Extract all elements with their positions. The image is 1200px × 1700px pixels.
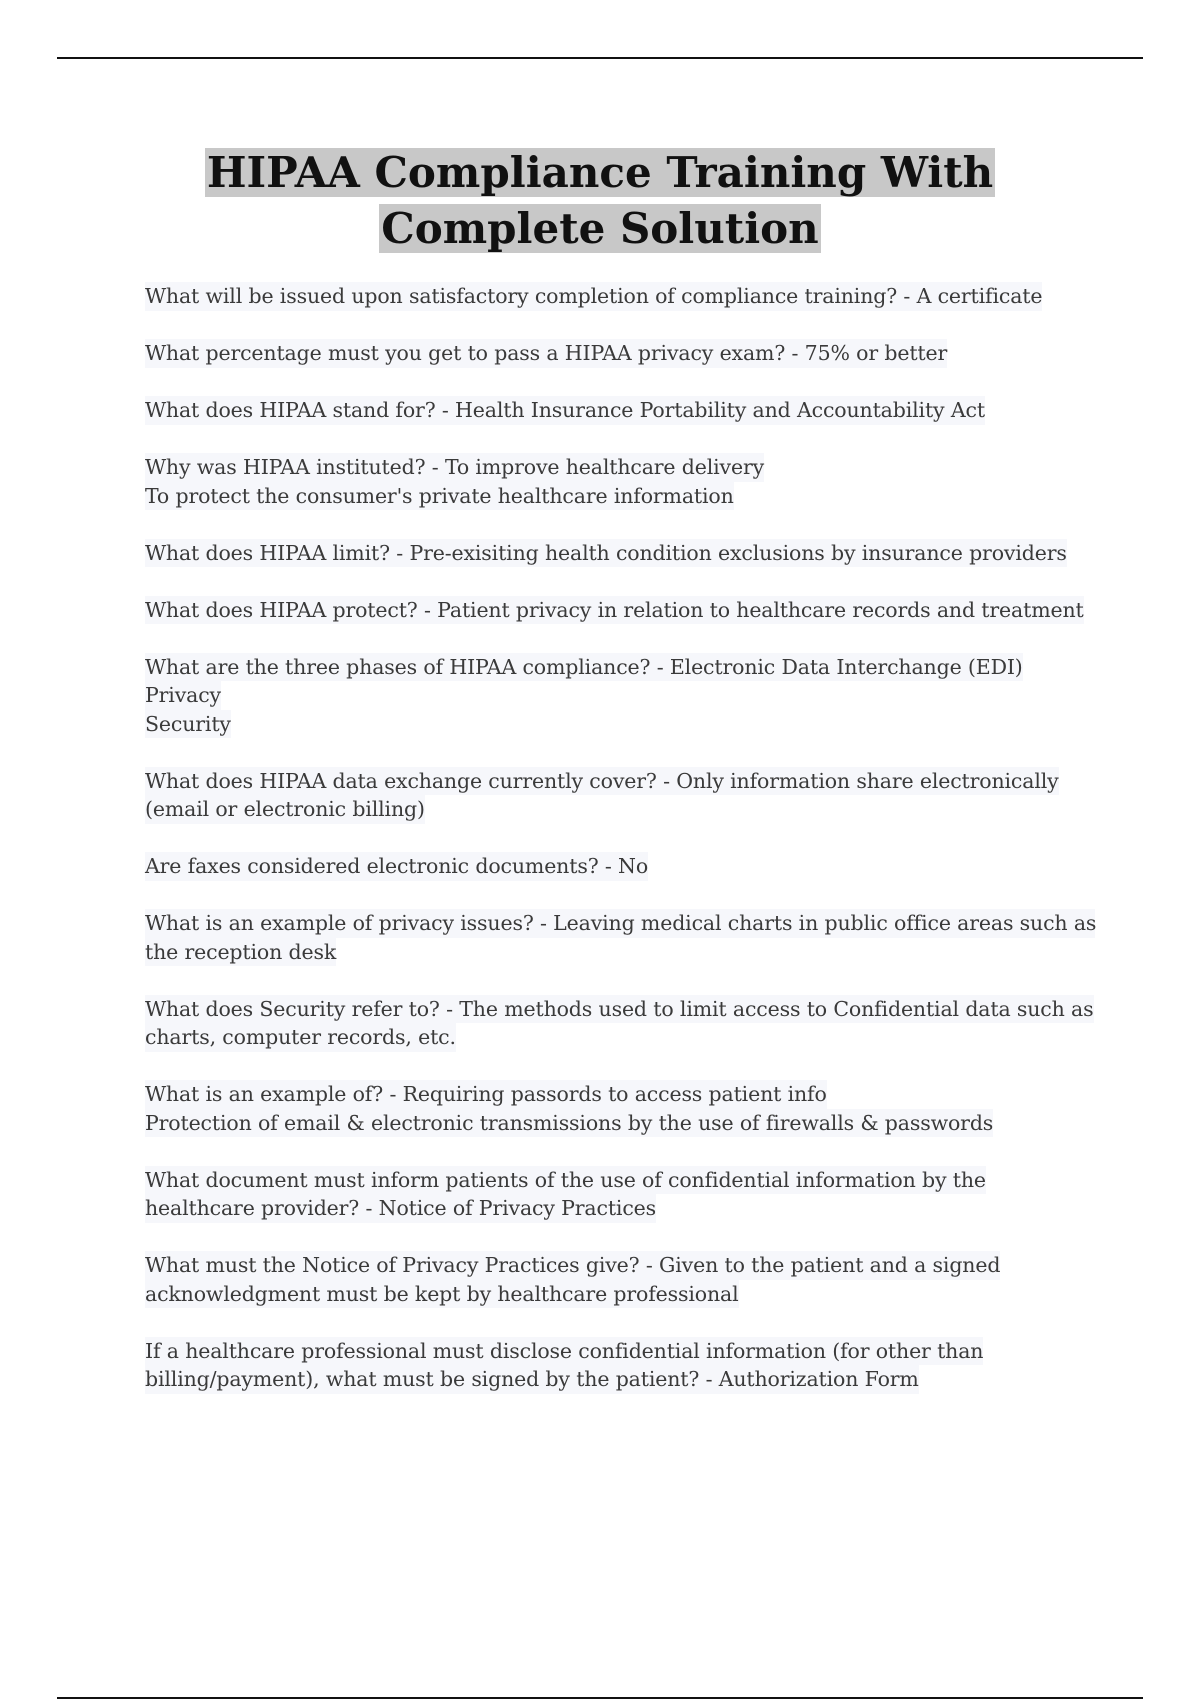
qa-line: Why was HIPAA instituted? - To improve healthcare delivery (145, 453, 764, 482)
qa-line: What document must inform patients of the use of confidential information by the (145, 1166, 986, 1195)
qa-line: Are faxes considered electronic documents? - No (145, 852, 648, 881)
qa-line: What are the three phases of HIPAA compliance? - Electronic Data Interchange (EDI) (145, 653, 1023, 682)
qa-item (145, 539, 1095, 568)
qa-line: acknowledgment must be kept by healthcare professional (145, 1280, 739, 1309)
qa-line: Protection of email & electronic transmissions by the use of firewalls & passwords (145, 1109, 993, 1138)
qa-line: the reception desk (145, 938, 336, 967)
qa-line: What does Security refer to? - The methods used to limit access to Confidential data such as (145, 995, 1094, 1024)
qa-line: billing/payment), what must be signed by the patient? - Authorization Form (145, 1365, 919, 1394)
qa-line: If a healthcare professional must disclose confidential information (for other than (145, 1337, 983, 1366)
qa-item (145, 282, 1095, 311)
qa-item (145, 453, 1095, 510)
qa-item (145, 852, 1095, 881)
qa-line: Privacy (145, 681, 221, 710)
qa-item (145, 396, 1095, 425)
qa-item (145, 596, 1095, 625)
qa-line: What is an example of? - Requiring passords to access patient info (145, 1080, 827, 1109)
qa-line: What does HIPAA limit? - Pre-exisiting health condition exclusions by insurance providers (145, 539, 1067, 568)
qa-item (145, 767, 1095, 824)
qa-line: charts, computer records, etc. (145, 1023, 456, 1052)
qa-line: What does HIPAA protect? - Patient privacy in relation to healthcare records and treatment (145, 596, 1084, 625)
qa-line: What must the Notice of Privacy Practices give? - Given to the patient and a signed (145, 1251, 1000, 1280)
qa-line: What does HIPAA data exchange currently cover? - Only information share electronically (145, 767, 1059, 796)
qa-item (145, 995, 1095, 1052)
top-rule (57, 57, 1143, 59)
qa-line: What will be issued upon satisfactory completion of compliance training? - A certificate (145, 282, 1042, 311)
qa-line: What does HIPAA stand for? - Health Insurance Portability and Accountability Act (145, 396, 985, 425)
bottom-rule (57, 1697, 1143, 1699)
qa-item (145, 653, 1095, 739)
qa-item (145, 339, 1095, 368)
qa-item (145, 1166, 1095, 1223)
qa-line: healthcare provider? - Notice of Privacy Practices (145, 1194, 656, 1223)
qa-item (145, 1080, 1095, 1137)
qa-item (145, 1337, 1095, 1394)
qa-item (145, 1251, 1095, 1308)
title-line-1: HIPAA Compliance Training With (206, 148, 994, 197)
qa-line: Security (145, 710, 231, 739)
qa-line: What percentage must you get to pass a HIPAA privacy exam? - 75% or better (145, 339, 947, 368)
title-line-2: Complete Solution (381, 204, 819, 253)
qa-line: What is an example of privacy issues? - Leaving medical charts in public office areas such as (145, 909, 1095, 938)
qa-list (145, 282, 1095, 1422)
document-title (0, 145, 1200, 257)
qa-line: (email or electronic billing) (145, 795, 425, 824)
qa-item (145, 909, 1095, 966)
qa-line: To protect the consumer's private healthcare information (145, 482, 734, 511)
